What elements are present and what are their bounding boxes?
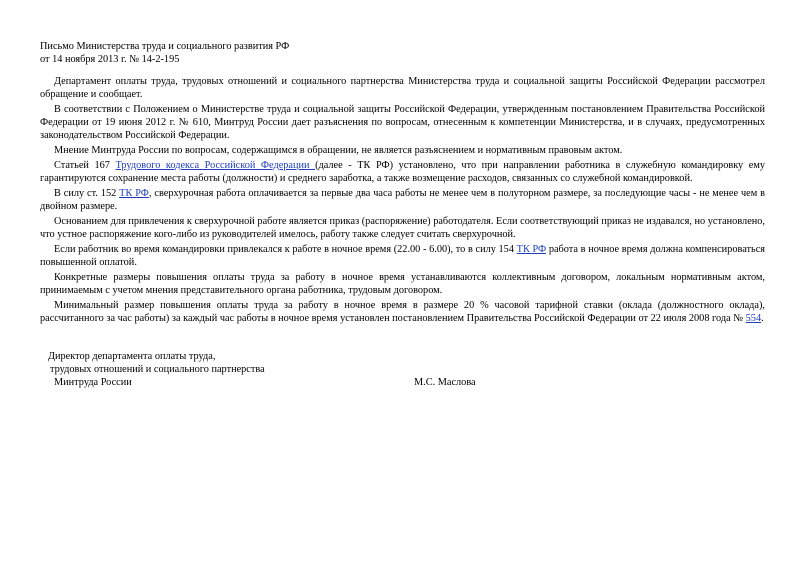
paragraph-4: [40, 159, 765, 185]
paragraph-6: Основанием для привлечения к сверхурочной работе является приказ (распоряжение) работодателя. Если соответствующий приказ не издавался, но установлено, что устное распоряжение кого-либо из руководителей имелось, работу также следует считать сверхурочной.: [40, 216, 765, 240]
paragraph-7: [40, 243, 765, 269]
paragraph-4-text-start: Статьей 167: [54, 160, 116, 171]
document-title: Письмо Министерства труда и социального развития РФ: [40, 41, 290, 52]
paragraph-9-text-start: Минимальный размер повышения оплаты труда за работу в ночное время в размере 20 % часовой тарифной ставки (оклада (должностного оклада), рассчитанного за час работы) за каждый час работы в ночное время установлен постановлением Правительства Российской Федерации от 22 июля 2008 года №: [40, 300, 765, 324]
paragraph-4-text-end: (далее - ТК РФ) установлено, что при направлении работника в служебную командировку ему гарантируются сохранение места работы (должности) и среднего заработка, а также возмещение расходов, связанных со служебной командировкой.: [40, 160, 765, 184]
paragraph-1: Департамент оплаты труда, трудовых отношений и социального партнерства Министерства труда и социальной защиты Российской Федерации рассмотрел обращение и сообщает.: [40, 76, 765, 100]
signature-position-line-2: трудовых отношений и социального партнерства: [50, 364, 265, 375]
paragraph-8: Конкретные размеры повышения оплаты труда за работу в ночное время устанавливаются коллективным договором, локальным нормативным актом, принимаемым с учетом мнения представительного органа работника, трудовым договором.: [40, 272, 765, 296]
tk-rf-link-art-152[interactable]: ТК РФ: [119, 188, 149, 199]
tk-rf-link-art-154[interactable]: ТК РФ: [516, 244, 547, 255]
paragraph-5-text-start: В силу ст. 152: [54, 188, 120, 199]
document-body: [40, 75, 765, 325]
paragraph-9-text-end: .: [761, 313, 764, 324]
paragraph-2: В соответствии с Положением о Министерстве труда и социальной защиты Российской Федерации, утвержденным постановлением Правительства Российской Федерации от 19 июня 2012 г. № 610, Минтруд России дает разъяснения по вопросам, отнесенным к компетенции Министерства, и в случаях, предусмотренных законодательством Российской Федерации.: [40, 104, 765, 141]
document-header: [40, 40, 540, 66]
signature-name: М.С. Маслова: [414, 377, 476, 388]
signature-organization: Минтруда России: [54, 377, 132, 388]
signature-block: [48, 350, 508, 389]
paragraph-9: [40, 299, 765, 325]
paragraph-7-text-start: Если работник во время командировки привлекался к работе в ночное время (22.00 - 6.00), то в силу 154: [54, 244, 517, 255]
signature-row: [48, 376, 508, 389]
signature-position-line-1: Директор департамента оплаты труда,: [48, 351, 216, 362]
paragraph-7-text-end: работа в ночное время должна компенсироваться повышенной оплатой.: [40, 244, 766, 268]
paragraph-5: [40, 187, 765, 213]
document-date-number: от 14 ноября 2013 г. № 14-2-195: [40, 54, 180, 65]
resolution-554-link[interactable]: 554: [745, 313, 762, 324]
labor-code-link[interactable]: Трудового кодекса Российской Федерации: [115, 160, 316, 171]
paragraph-3: Мнение Минтруда России по вопросам, содержащимся в обращении, не является разъяснением и нормативным правовым актом.: [54, 145, 623, 156]
paragraph-5-text-end: , сверхурочная работа оплачивается за первые два часа работы не менее чем в полуторном размере, за последующие часы - не менее чем в двойном размере.: [40, 188, 765, 212]
